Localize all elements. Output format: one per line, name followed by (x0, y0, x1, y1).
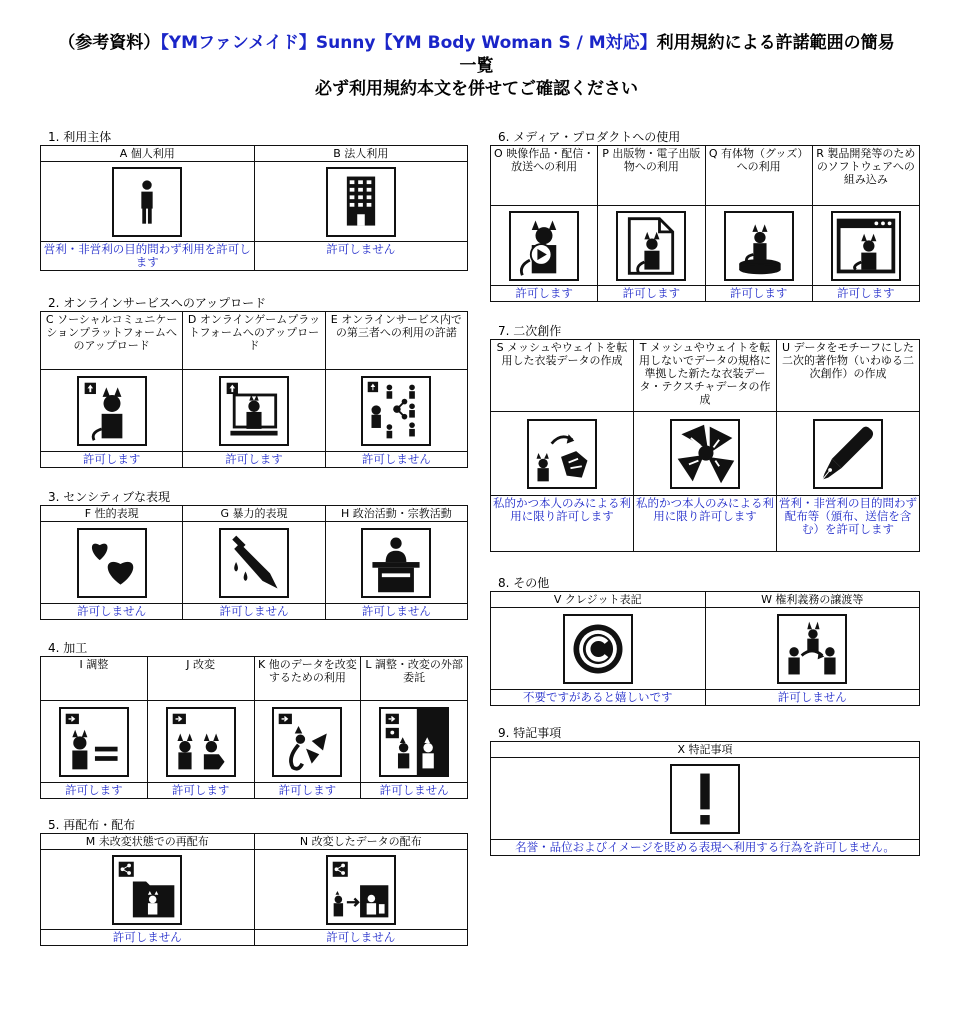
item-status: 私的かつ本人のみによる利用に限り許可します (491, 496, 634, 552)
item-status: 許可しません (361, 783, 468, 799)
figure-icon (724, 211, 794, 281)
knife-icon (219, 528, 289, 598)
item-status: 許可します (147, 783, 254, 799)
exclamation-icon (670, 764, 740, 834)
item-label: R 製品開発等のためのソフトウェアへの組み込み (812, 146, 919, 206)
section-title: 4. 加工 (48, 641, 88, 655)
item-label: B 法人利用 (254, 146, 468, 162)
section-title: 7. 二次創作 (498, 324, 562, 338)
item-label: H 政治活動・宗教活動 (325, 506, 467, 522)
item-status: 許可します (812, 286, 919, 302)
adjust-icon (59, 707, 129, 777)
distribute-modified-icon (326, 855, 396, 925)
mesh-clothing-icon (527, 419, 597, 489)
redistribute-icon (112, 855, 182, 925)
item-label: W 権利義務の譲渡等 (705, 592, 920, 608)
item-status: 許可しません (325, 604, 467, 620)
section-redistribution (40, 818, 468, 946)
new-clothing-icon (670, 419, 740, 489)
item-status: 許可します (705, 286, 812, 302)
item-label: C ソーシャルコミュニケーションプラットフォームへのアップロード (41, 312, 183, 370)
section-other (490, 576, 920, 706)
publication-icon (616, 211, 686, 281)
video-icon (509, 211, 579, 281)
item-status: 許可しません (705, 690, 920, 706)
section-sensitive (40, 490, 468, 620)
item-label: G 暴力的表現 (183, 506, 325, 522)
item-label: P 出版物・電子出版物への利用 (598, 146, 705, 206)
section-online-upload (40, 296, 468, 468)
item-label: F 性的表現 (41, 506, 183, 522)
item-label: E オンラインサービス内での第三者への利用の許諾 (325, 312, 467, 370)
item-label: X 特記事項 (491, 742, 920, 758)
section-title: 8. その他 (498, 576, 550, 590)
item-label: A 個人利用 (41, 146, 255, 162)
item-status: 許可します (41, 783, 148, 799)
building-icon (326, 167, 396, 237)
item-status: 営利・非営利の目的問わず利用を許可します (41, 242, 255, 271)
item-label: J 改変 (147, 657, 254, 701)
item-status: 名誉・品位およびイメージを貶める表現へ利用する行為を許可しません。 (491, 840, 920, 856)
item-label: M 未改変状態での再配布 (41, 834, 255, 850)
software-icon (831, 211, 901, 281)
item-status: 許可しません (41, 604, 183, 620)
modify-icon (166, 707, 236, 777)
section-special-notes (490, 726, 920, 856)
social-upload-icon (77, 376, 147, 446)
item-status: 許可しません (41, 930, 255, 946)
item-status: 私的かつ本人のみによる利用に限り許可します (634, 496, 777, 552)
copyright-icon (563, 614, 633, 684)
item-label: S メッシュやウェイトを転用した衣装データの作成 (491, 340, 634, 412)
item-status: 許可しません (183, 604, 325, 620)
section-derivative-works (490, 324, 920, 552)
item-label: D オンラインゲームプラットフォームへのアップロード (183, 312, 325, 370)
section-processing (40, 641, 468, 799)
item-label: T メッシュやウェイトを転用しないでデータの規格に準拠した新たな衣装データ・テクスチャデータの作成 (634, 340, 777, 412)
item-status: 許可します (183, 452, 325, 468)
transfer-icon (777, 614, 847, 684)
item-status: 営利・非営利の目的問わず配布等（頒布、送信を含む）を許可します (777, 496, 920, 552)
section-title: 3. センシティブな表現 (48, 490, 171, 504)
game-upload-icon (219, 376, 289, 446)
pen-icon (813, 419, 883, 489)
item-label: L 調整・改変の外部委託 (361, 657, 468, 701)
item-label: Q 有体物（グッズ）への利用 (705, 146, 812, 206)
section-title: 5. 再配布・配布 (48, 818, 136, 832)
section-usage-subject (40, 130, 468, 271)
item-label: O 映像作品・配信・放送への利用 (491, 146, 598, 206)
item-status: 不要ですがあると嬉しいです (491, 690, 706, 706)
person-icon (112, 167, 182, 237)
section-title: 2. オンラインサービスへのアップロード (48, 296, 267, 310)
podium-icon (361, 528, 431, 598)
item-status: 許可します (41, 452, 183, 468)
section-media-products (490, 130, 920, 302)
item-status: 許可しません (254, 242, 468, 271)
item-label: V クレジット表記 (491, 592, 706, 608)
third-party-share-icon (361, 376, 431, 446)
item-label: I 調整 (41, 657, 148, 701)
item-status: 許可しません (325, 452, 467, 468)
item-label: U データをモチーフにした二次的著作物（いわゆる二次創作）の作成 (777, 340, 920, 412)
page-title: （参考資料）【YMファンメイド】Sunny【YM Body Woman S / M対応】利用規約による許諾範囲の簡易 一覧 必ず利用規約本文を併せてご確認ください (58, 33, 895, 99)
section-title: 6. メディア・プロダクトへの使用 (498, 130, 681, 144)
section-title: 9. 特記事項 (498, 726, 562, 740)
section-title: 1. 利用主体 (48, 130, 112, 144)
item-status: 許可します (598, 286, 705, 302)
item-status: 許可しません (254, 930, 468, 946)
use-for-other-icon (272, 707, 342, 777)
item-status: 許可します (254, 783, 361, 799)
item-label: N 改変したデータの配布 (254, 834, 468, 850)
item-status: 許可します (491, 286, 598, 302)
hearts-icon (77, 528, 147, 598)
item-label: K 他のデータを改変するための利用 (254, 657, 361, 701)
outsource-icon (379, 707, 449, 777)
